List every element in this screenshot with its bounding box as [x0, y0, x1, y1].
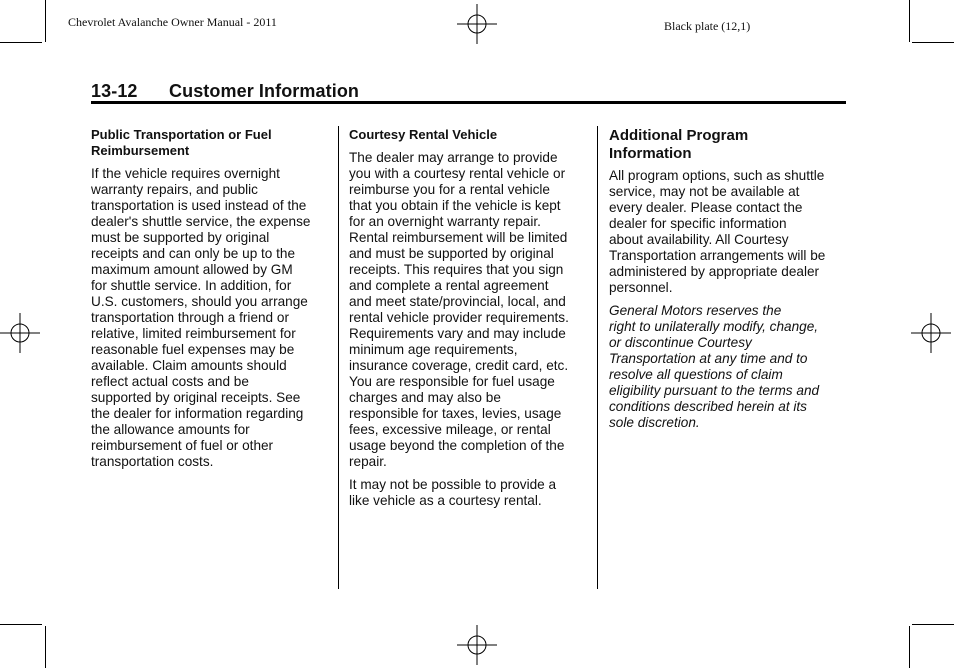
text-line: transportation is used instead of the — [91, 198, 307, 213]
text-line: Transportation at any time and to — [609, 351, 808, 366]
text-line: and must be supported by original — [349, 246, 554, 261]
paragraph — [609, 168, 849, 296]
text-line: Requirements vary and may include — [349, 326, 566, 341]
text-line: and complete a rental agreement — [349, 278, 549, 293]
text-line: If the vehicle requires overnight — [91, 166, 280, 181]
column-additional-program — [609, 127, 849, 438]
registration-mark-icon — [457, 4, 497, 44]
text-line: warranty repairs, and public — [91, 182, 258, 197]
text-line: receipts. This requires that you sign — [349, 262, 564, 277]
text-line: U.S. customers, should you arrange — [91, 294, 308, 309]
text-line: responsible for taxes, levies, usage — [349, 406, 562, 421]
text-line: usage beyond the completion of the — [349, 438, 565, 453]
text-line: reimburse you for a rental vehicle — [349, 182, 550, 197]
crop-mark — [909, 0, 910, 42]
text-line: reasonable fuel expenses may be — [91, 342, 295, 357]
heading-line: Public Transportation or Fuel — [91, 127, 272, 142]
section-header — [91, 81, 846, 102]
text-line: service, may not be available at — [609, 184, 800, 199]
text-line: for shuttle service. In addition, for — [91, 278, 292, 293]
page-number: 13-12 — [91, 81, 138, 101]
column-courtesy-rental — [349, 127, 589, 516]
crop-mark — [909, 626, 910, 668]
registration-mark-icon — [457, 625, 497, 665]
text-line: sole discretion. — [609, 415, 700, 430]
text-line: insurance coverage, credit card, etc. — [349, 358, 569, 373]
manual-title: Chevrolet Avalanche Owner Manual - 2011 — [68, 15, 277, 29]
text-line: you with a courtesy rental vehicle or — [349, 166, 566, 181]
crop-mark — [45, 626, 46, 668]
subheading-courtesy-rental: Courtesy Rental Vehicle — [349, 127, 498, 142]
text-line: that you obtain if the vehicle is kept — [349, 198, 561, 213]
text-line: every dealer. Please contact the — [609, 200, 803, 215]
crop-mark — [912, 624, 954, 625]
crop-mark — [0, 624, 42, 625]
paragraph — [349, 150, 589, 470]
crop-mark — [912, 42, 954, 43]
text-line: the dealer for information regarding — [91, 406, 304, 421]
text-line: available. Claim amounts should — [91, 358, 287, 373]
column-divider — [338, 126, 339, 589]
registration-mark-icon — [911, 313, 951, 353]
text-line: supported by original receipts. See — [91, 390, 301, 405]
text-line: All program options, such as shuttle — [609, 168, 825, 183]
text-line: administered by appropriate dealer — [609, 264, 820, 279]
heading-line: Additional Program — [609, 127, 749, 144]
text-line: Rental reimbursement will be limited — [349, 230, 568, 245]
section-rule — [91, 101, 846, 104]
heading-line: Information — [609, 145, 692, 162]
text-line: eligibility pursuant to the terms and — [609, 383, 820, 398]
text-line: fees, excessive mileage, or rental — [349, 422, 551, 437]
text-line: It may not be possible to provide a — [349, 477, 557, 492]
paragraph — [91, 166, 331, 470]
text-line: right to unilaterally modify, change, — [609, 319, 819, 334]
text-line: charges and may also be — [349, 390, 501, 405]
crop-mark — [45, 0, 46, 42]
paragraph — [349, 477, 589, 509]
subheading-additional-program — [609, 127, 849, 163]
heading-line: Reimbursement — [91, 143, 190, 158]
text-line: and meet state/provincial, local, and — [349, 294, 566, 309]
text-line: General Motors reserves the — [609, 303, 782, 318]
section-title: Customer Information — [169, 81, 360, 101]
text-line: dealer for specific information — [609, 216, 787, 231]
text-line: must be supported by original — [91, 230, 270, 245]
text-line: resolve all questions of claim — [609, 367, 783, 382]
text-line: reflect actual costs and be — [91, 374, 249, 389]
text-line: transportation through a friend or — [91, 310, 289, 325]
disclaimer-paragraph — [609, 303, 849, 431]
text-line: reimbursement of fuel or other — [91, 438, 274, 453]
text-line: receipts and can only be up to the — [91, 246, 296, 261]
text-line: personnel. — [609, 280, 673, 295]
text-line: like vehicle as a courtesy rental. — [349, 493, 542, 508]
crop-mark — [0, 42, 42, 43]
text-line: repair. — [349, 454, 387, 469]
text-line: minimum age requirements, — [349, 342, 518, 357]
text-line: about availability. All Courtesy — [609, 232, 789, 247]
text-line: for an overnight warranty repair. — [349, 214, 541, 229]
text-line: dealer's shuttle service, the expense — [91, 214, 311, 229]
text-line: Transportation arrangements will be — [609, 248, 826, 263]
text-line: the allowance amounts for — [91, 422, 250, 437]
plate-label: Black plate (12,1) — [664, 19, 751, 33]
text-line: conditions described herein at its — [609, 399, 807, 414]
text-line: rental vehicle provider requirements. — [349, 310, 569, 325]
column-public-transportation — [91, 127, 331, 477]
column-divider — [597, 126, 598, 589]
text-line: or discontinue Courtesy — [609, 335, 752, 350]
text-line: relative, limited reimbursement for — [91, 326, 296, 341]
text-line: maximum amount allowed by GM — [91, 262, 293, 277]
text-line: You are responsible for fuel usage — [349, 374, 555, 389]
subheading-public-transportation — [91, 127, 331, 159]
text-line: transportation costs. — [91, 454, 214, 469]
text-line: The dealer may arrange to provide — [349, 150, 558, 165]
registration-mark-icon — [0, 313, 40, 353]
